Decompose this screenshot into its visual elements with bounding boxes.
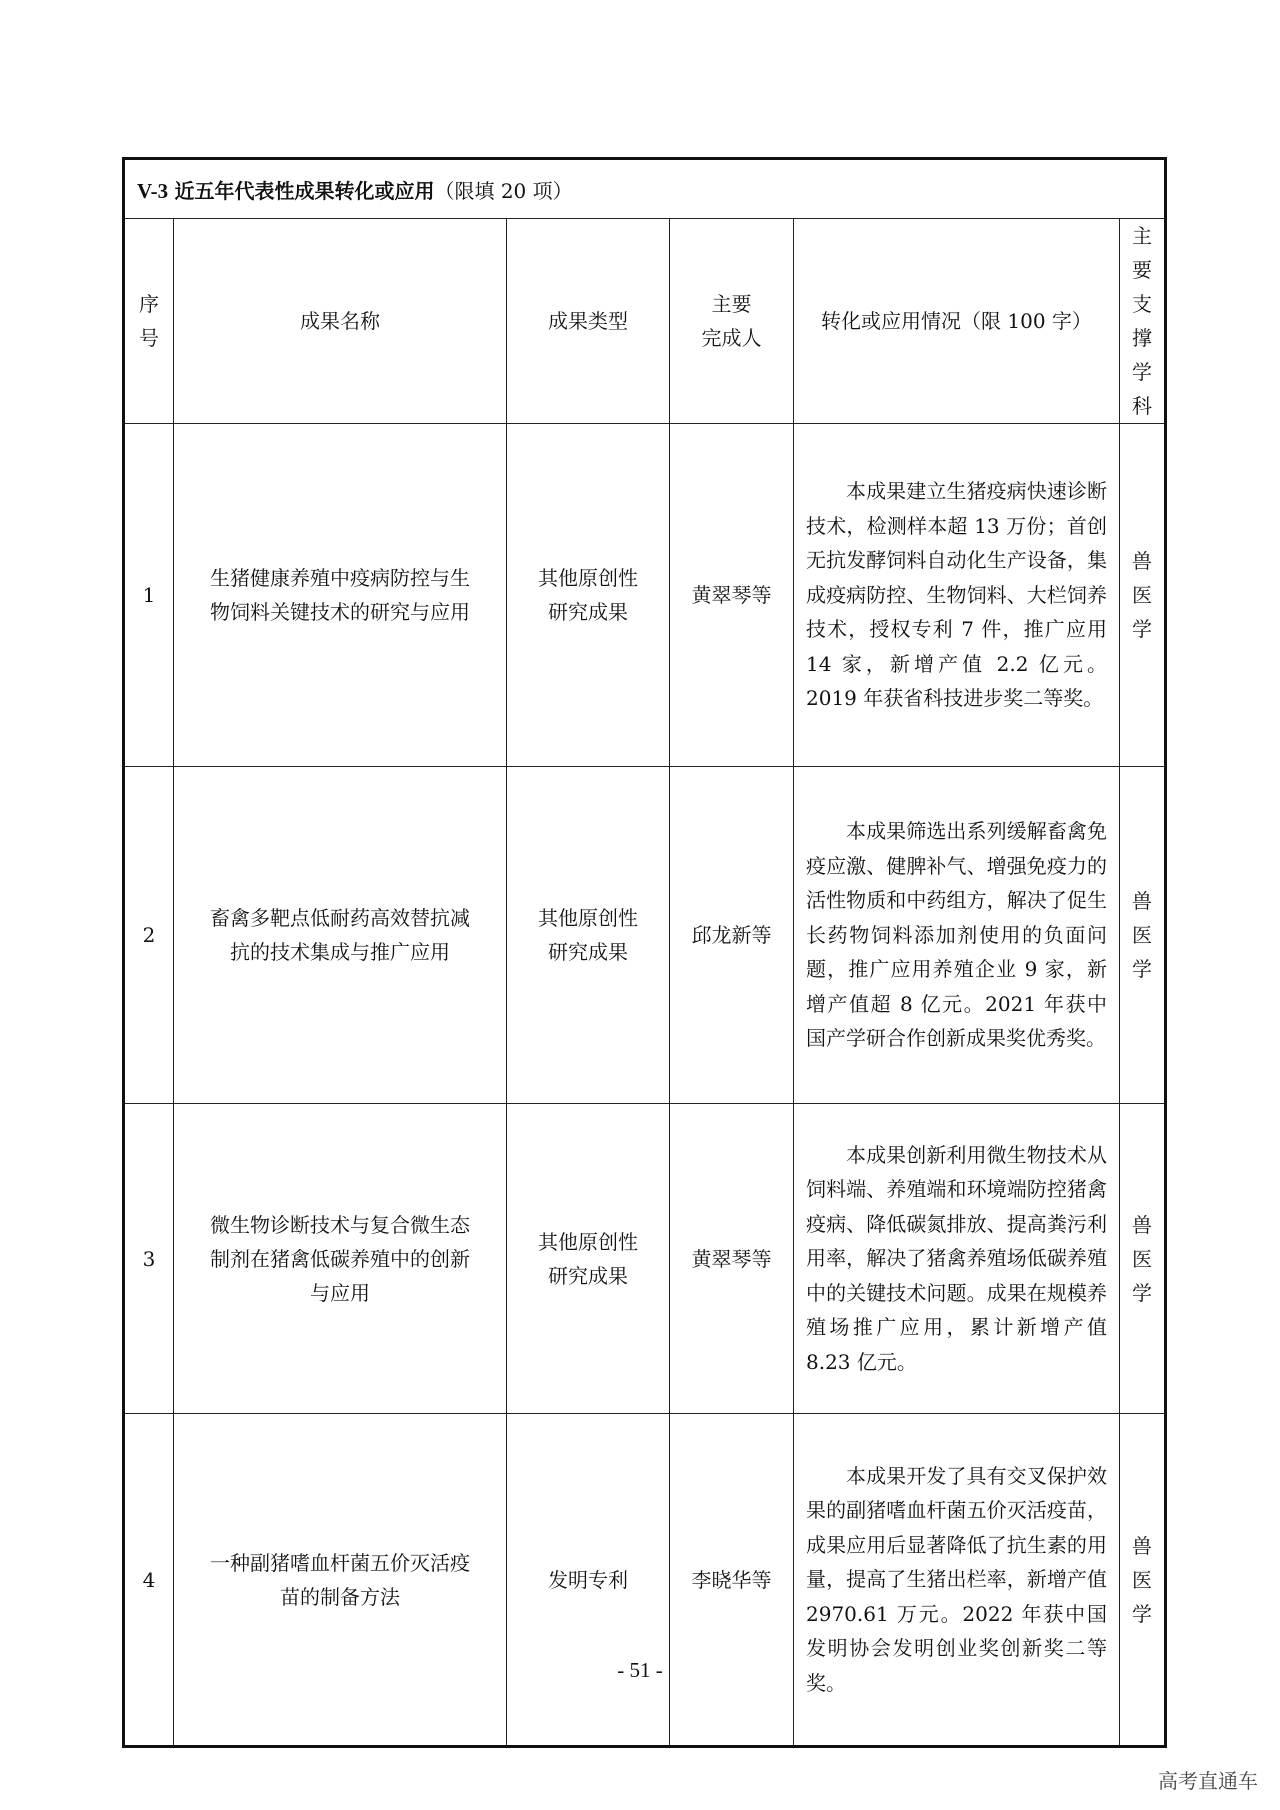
row-type: 其他原创性研究成果 bbox=[507, 1104, 670, 1414]
watermark: 高考直通车 bbox=[1158, 1769, 1258, 1793]
header-authors-line2: 完成人 bbox=[701, 326, 762, 350]
row-name: 畜禽多靶点低耐药高效替抗减抗的技术集成与推广应用 bbox=[174, 767, 507, 1104]
row-application: 本成果创新利用微生物技术从饲料端、养殖端和环境端防控猪禽疫病、降低碳氮排放、提高粪污利用率，解决了猪禽养殖场低碳养殖中的关键技术问题。成果在规模养殖场推广应用，累计新增产值 8.23 亿元。 bbox=[794, 1104, 1120, 1414]
row-authors: 李晓华等 bbox=[670, 1414, 794, 1747]
row-authors: 黄翠琴等 bbox=[670, 424, 794, 767]
header-type: 成果类型 bbox=[507, 219, 670, 424]
row-discipline: 兽医学 bbox=[1120, 1104, 1166, 1414]
row-discipline: 兽医学 bbox=[1120, 1414, 1166, 1747]
row-index: 4 bbox=[124, 1414, 174, 1747]
table-row bbox=[124, 1104, 1166, 1414]
header-index: 序号 bbox=[124, 219, 174, 424]
achievement-table bbox=[122, 157, 1167, 1748]
header-row bbox=[124, 219, 1166, 424]
row-name: 一种副猪嗜血杆菌五价灭活疫苗的制备方法 bbox=[174, 1414, 507, 1747]
row-index: 2 bbox=[124, 767, 174, 1104]
row-application: 本成果筛选出系列缓解畜禽免疫应激、健脾补气、增强免疫力的活性物质和中药组方，解决了促生长药物饲料添加剂使用的负面问题，推广应用养殖企业 9 家，新增产值超 8 亿元。2021 年获中国产学研合作创新成果奖优秀奖。 bbox=[794, 767, 1120, 1104]
row-type: 其他原创性研究成果 bbox=[507, 424, 670, 767]
table-row bbox=[124, 424, 1166, 767]
table-row bbox=[124, 1414, 1166, 1747]
section-title-text: 近五年代表性成果转化或应用 bbox=[174, 178, 435, 203]
row-authors: 黄翠琴等 bbox=[670, 1104, 794, 1414]
row-authors: 邱龙新等 bbox=[670, 767, 794, 1104]
section-title-row bbox=[124, 159, 1166, 219]
row-type: 发明专利 bbox=[507, 1414, 670, 1747]
achievement-table-container bbox=[122, 157, 1164, 1748]
header-authors bbox=[670, 219, 794, 424]
header-application: 转化或应用情况（限 100 字） bbox=[794, 219, 1120, 424]
header-discipline: 主要支撑学科 bbox=[1120, 219, 1166, 424]
section-code: V-3 bbox=[137, 178, 169, 203]
row-type: 其他原创性研究成果 bbox=[507, 767, 670, 1104]
header-name: 成果名称 bbox=[174, 219, 507, 424]
section-note: （限填 20 项） bbox=[434, 178, 573, 203]
row-index: 3 bbox=[124, 1104, 174, 1414]
row-discipline: 兽医学 bbox=[1120, 767, 1166, 1104]
row-discipline: 兽医学 bbox=[1120, 424, 1166, 767]
row-name: 微生物诊断技术与复合微生态制剂在猪禽低碳养殖中的创新与应用 bbox=[174, 1104, 507, 1414]
row-name: 生猪健康养殖中疫病防控与生物饲料关键技术的研究与应用 bbox=[174, 424, 507, 767]
row-application: 本成果开发了具有交叉保护效果的副猪嗜血杆菌五价灭活疫苗，成果应用后显著降低了抗生素的用量，提高了生猪出栏率，新增产值 2970.61 万元。2022 年获中国发明协会发明创业奖创新奖二等奖。 bbox=[794, 1414, 1120, 1747]
section-title bbox=[124, 159, 1166, 219]
row-index: 1 bbox=[124, 424, 174, 767]
header-authors-line1: 主要 bbox=[711, 292, 752, 316]
table-row bbox=[124, 767, 1166, 1104]
page-number: - 51 - bbox=[617, 1658, 663, 1682]
row-application: 本成果建立生猪疫病快速诊断技术，检测样本超 13 万份；首创无抗发酵饲料自动化生产设备，集成疫病防控、生物饲料、大栏饲养技术，授权专利 7 件，推广应用 14 家，新增产值 2.2 亿元。2019 年获省科技进步奖二等奖。 bbox=[794, 424, 1120, 767]
